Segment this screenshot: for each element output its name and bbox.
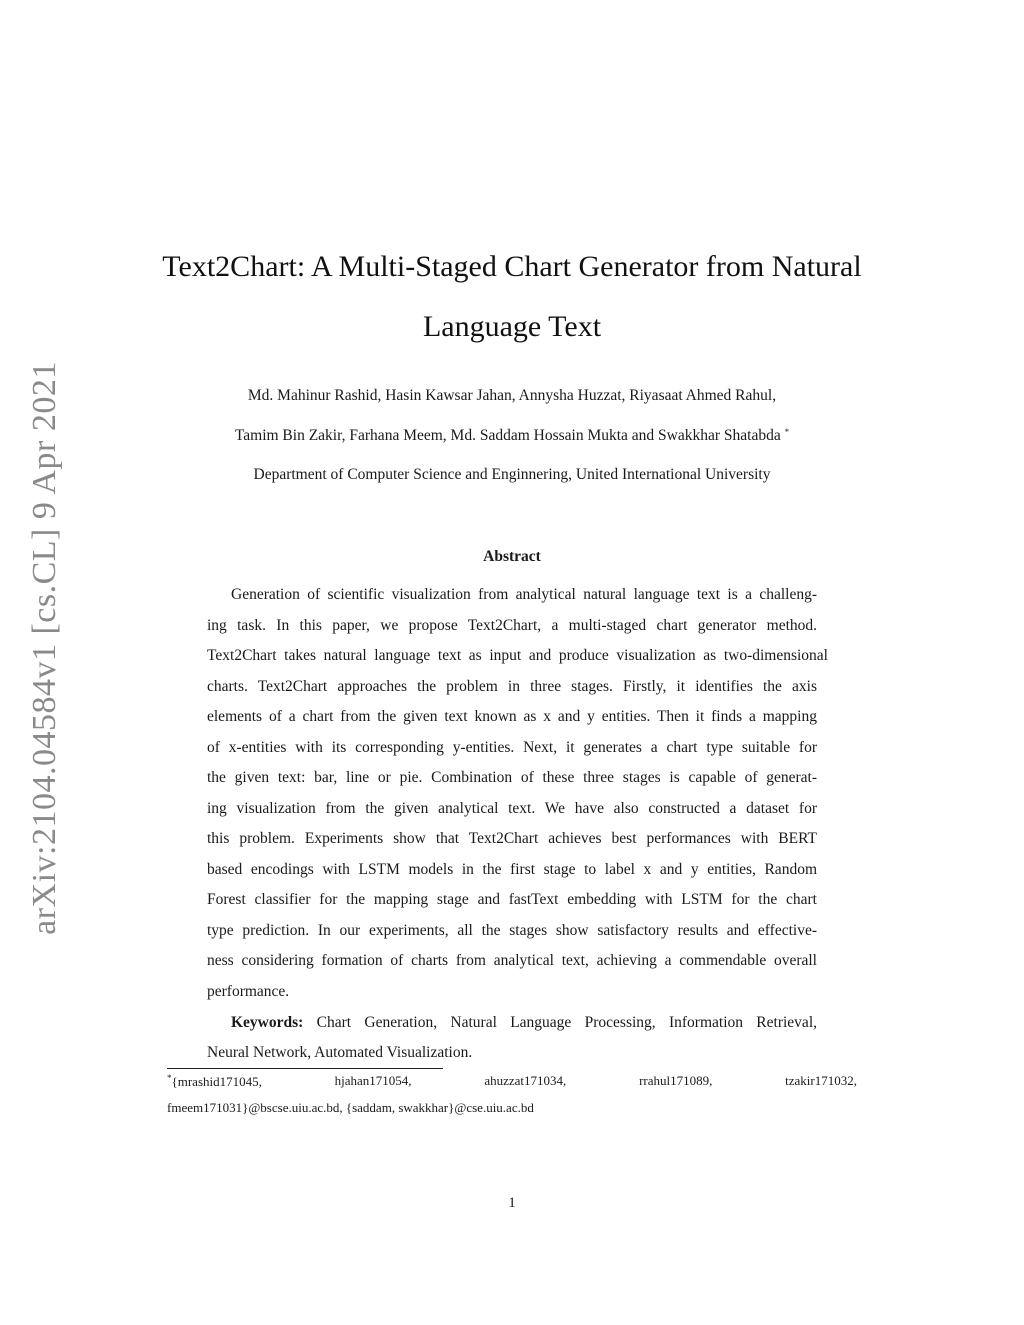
arxiv-identifier-stamp: arXiv:2104.04584v1 [cs.CL] 9 Apr 2021 <box>26 361 63 935</box>
footnote-item: hjahan171054, <box>334 1073 412 1088</box>
abstract-line: charts. Text2Chart approaches the problem in three stages. Firstly, it identifies the axis <box>207 678 817 695</box>
page-number: 1 <box>508 1195 516 1211</box>
abstract-line: ing task. In this paper, we propose Text2Chart, a multi-staged chart generator method. <box>207 617 817 634</box>
paper-title-line-1: Text2Chart: A Multi-Staged Chart Generator from Natural <box>162 250 862 283</box>
author-names-line-2: Tamim Bin Zakir, Farhana Meem, Md. Saddam Hossain Mukta and Swakkhar Shatabda <box>234 427 781 444</box>
keywords-line-1 <box>231 1014 817 1032</box>
abstract-line: ness considering formation of charts from analytical text, achieving a commendable overall <box>207 952 817 969</box>
footnote-item: rrahul171089, <box>639 1073 713 1088</box>
footnote-item: ahuzzat171034, <box>484 1073 567 1088</box>
keywords-text-1: Chart Generation, Natural Language Processing, Information Retrieval, <box>316 1014 817 1031</box>
abstract-line: performance. <box>207 983 290 1000</box>
author-list-line-1: Md. Mahinur Rashid, Hasin Kawsar Jahan, Annysha Huzzat, Riyasaat Ahmed Rahul, <box>247 387 777 404</box>
footnote-mark: * <box>167 1073 172 1083</box>
abstract-line: ing visualization from the given analytical text. We have also constructed a dataset for <box>207 800 817 817</box>
abstract-line: Forest classifier for the mapping stage and fastText embedding with LSTM for the chart <box>207 891 817 908</box>
author-list-line-2 <box>120 427 904 445</box>
abstract-heading: Abstract <box>483 548 541 565</box>
abstract-line: this problem. Experiments show that Text2Chart achieves best performances with BERT <box>207 830 817 847</box>
abstract-line: based encodings with LSTM models in the first stage to label x and y entities, Random <box>207 861 817 878</box>
author-footnote-mark: * <box>784 427 790 437</box>
affiliation: Department of Computer Science and Enginnering, United International University <box>253 466 771 483</box>
paper-title-line-2: Language Text <box>422 310 602 343</box>
keywords-label: Keywords: <box>231 1014 304 1031</box>
footnote-rule <box>167 1068 443 1069</box>
footnote-item: tzakir171032, <box>785 1073 857 1088</box>
abstract-line: type prediction. In our experiments, all the stages show satisfactory results and effective- <box>207 922 817 939</box>
keywords-line-2: Neural Network, Automated Visualization. <box>207 1044 473 1061</box>
footnote-line-2: fmeem171031}@bscse.uiu.ac.bd, {saddam, swakkhar}@cse.uiu.ac.bd <box>167 1100 534 1115</box>
footnote-item: {mrashid171045, <box>171 1074 262 1089</box>
abstract-line: Text2Chart takes natural language text as input and produce visualization as two-dimensional <box>207 647 828 664</box>
footnote-line-1 <box>167 1073 857 1090</box>
abstract-line: elements of a chart from the given text known as x and y entities. Then it finds a mapping <box>207 708 817 725</box>
footnote-email-1 <box>167 1073 262 1090</box>
abstract-line: Generation of scientific visualization from analytical natural language text is a challeng- <box>231 586 817 603</box>
abstract-line: the given text: bar, line or pie. Combination of these three stages is capable of generat- <box>207 769 817 786</box>
abstract-line: of x-entities with its corresponding y-entities. Next, it generates a chart type suitable for <box>207 739 817 756</box>
